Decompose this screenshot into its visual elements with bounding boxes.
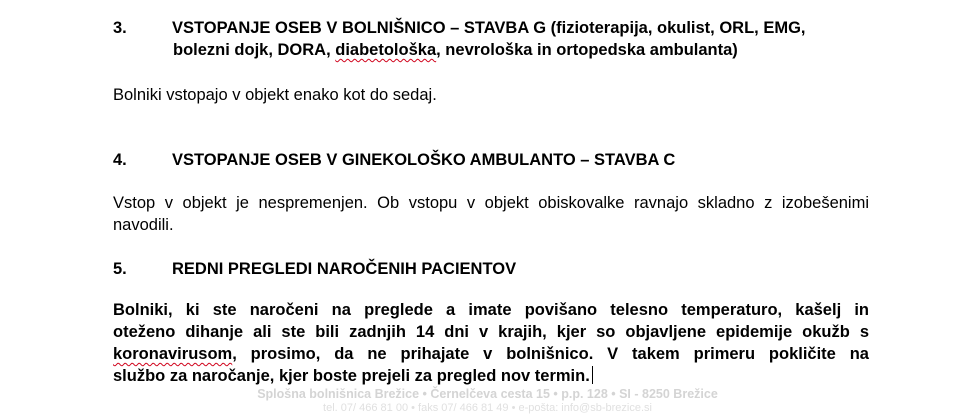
section-5-body bbox=[113, 299, 869, 387]
paragraph-line: Bolniki, ki ste naročeni na preglede a imate povišano telesno temperaturo, kašelj in bbox=[113, 301, 869, 319]
paragraph-line: Bolniki vstopajo v objekt enako kot do sedaj. bbox=[113, 86, 437, 104]
section-number: 4. bbox=[113, 151, 127, 169]
section-5-heading bbox=[113, 258, 516, 280]
section-title: VSTOPANJE OSEB V GINEKOLOŠKO AMBULANTO – STAVBA C bbox=[172, 151, 676, 169]
section-3-heading bbox=[113, 17, 806, 39]
section-number: 5. bbox=[113, 260, 127, 278]
paragraph-line bbox=[113, 343, 869, 365]
section-4-heading bbox=[113, 149, 675, 171]
spellcheck-word: diabetološka bbox=[335, 41, 437, 59]
footer-contact: tel. 07/ 466 81 00 • faks 07/ 466 81 49 • e-pošta: info@sb-brezice.si bbox=[323, 402, 652, 414]
section-4-body bbox=[113, 192, 869, 236]
paragraph-line: navodili. bbox=[113, 216, 174, 234]
section-number: 3. bbox=[113, 19, 127, 37]
section-3-body bbox=[113, 84, 869, 106]
text-cursor bbox=[592, 366, 593, 384]
section-3-heading-continued bbox=[173, 39, 738, 61]
spellcheck-word: koronavirusom bbox=[113, 345, 233, 363]
paragraph-line: oteženo dihanje ali ste bili zadnjih 14 dni v krajih, kjer so objavljene epidemije okužb s bbox=[113, 323, 869, 341]
paragraph-line bbox=[113, 365, 869, 387]
section-title: VSTOPANJE OSEB V BOLNIŠNICO – STAVBA G (fizioterapija, okulist, ORL, EMG, bbox=[172, 19, 806, 37]
section-title: REDNI PREGLEDI NAROČENIH PACIENTOV bbox=[172, 260, 517, 278]
paragraph-text: službo za naročanje, kjer boste prejeli za pregled nov termin. bbox=[113, 367, 590, 385]
paragraph-line: Vstop v objekt je nespremenjen. Ob vstopu v objekt obiskovalke ravnajo skladno z izobešenimi bbox=[113, 194, 869, 212]
section-title-part: , nevrološka in ortopedska ambulanta) bbox=[436, 41, 738, 59]
section-title-part: bolezni dojk, DORA, bbox=[173, 41, 336, 59]
footer-address: Splošna bolnišnica Brežice • Černelčeva cesta 15 • p.p. 128 • SI - 8250 Brežice bbox=[257, 387, 718, 401]
paragraph-text: , prosimo, da ne prihajate v bolnišnico. V takem primeru pokličite na bbox=[232, 345, 869, 363]
